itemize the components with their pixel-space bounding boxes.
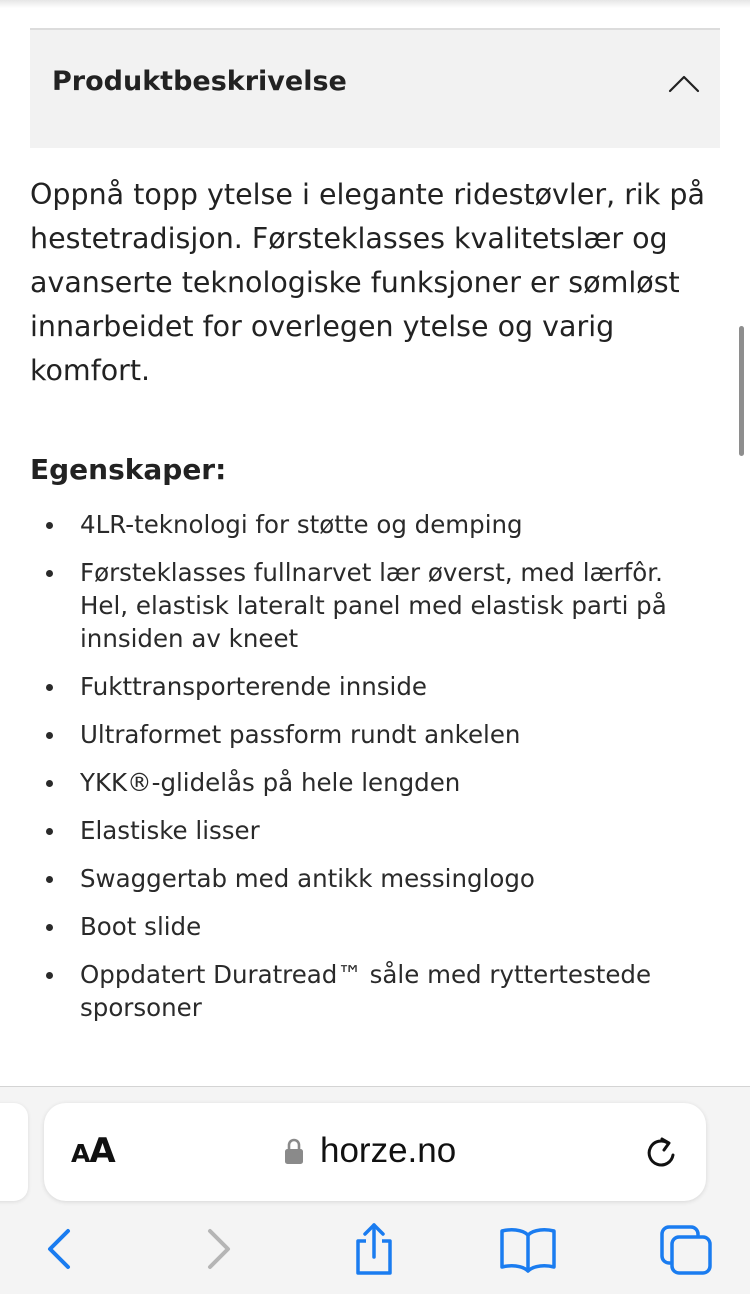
accordion-title: Produktbeskrivelse [52, 66, 347, 97]
address-bar[interactable] [44, 1103, 706, 1201]
features-list [30, 508, 710, 1039]
feature-item: Elastiske lisser [30, 814, 710, 847]
url-display[interactable] [284, 1129, 456, 1173]
feature-item: 4LR-teknologi for støtte og demping [30, 508, 710, 541]
text-size-large-letter: A [89, 1131, 115, 1171]
product-description-text: Oppnå topp ytelse i elegante ridestøvler, rik på hestetradisjon. Førsteklasses kvalitetslær og avanserte teknologiske funksjoner er sømløst innarbeidet for overlegen ytelse og varig komfort. [30, 178, 705, 387]
previous-tab-peek[interactable] [0, 1103, 28, 1201]
back-icon[interactable] [30, 1221, 90, 1277]
top-edge-shadow [0, 0, 750, 8]
scroll-indicator[interactable] [739, 326, 744, 456]
forward-icon[interactable] [188, 1221, 248, 1277]
feature-item: Oppdatert Duratread™ såle med ryttertestede sporsoner [30, 958, 710, 1024]
text-size-button[interactable] [71, 1133, 115, 1172]
chevron-up-icon[interactable] [668, 72, 700, 94]
lock-icon [284, 1137, 304, 1165]
features-heading: Egenskaper: [30, 453, 227, 486]
feature-item: Fukttransporterende innside [30, 670, 710, 703]
feature-item: Swaggertab med antikk messinglogo [30, 862, 710, 895]
share-icon[interactable] [344, 1221, 404, 1277]
url-text: horze.no [320, 1131, 457, 1170]
feature-item: Ultraformet passform rundt ankelen [30, 718, 710, 751]
feature-item: Boot slide [30, 910, 710, 943]
reload-icon[interactable] [642, 1133, 680, 1173]
accordion-header-product-description[interactable] [30, 28, 720, 148]
feature-item: YKK®-glidelås på hele lengden [30, 766, 710, 799]
bookmarks-icon[interactable] [498, 1221, 558, 1277]
text-size-small-letter: A [71, 1139, 90, 1168]
feature-item: Førsteklasses fullnarvet lær øverst, med lærfôr. Hel, elastisk lateralt panel med elastisk parti på innsiden av kneet [30, 556, 710, 655]
tabs-icon[interactable] [656, 1221, 716, 1277]
browser-toolbar [0, 1086, 750, 1294]
